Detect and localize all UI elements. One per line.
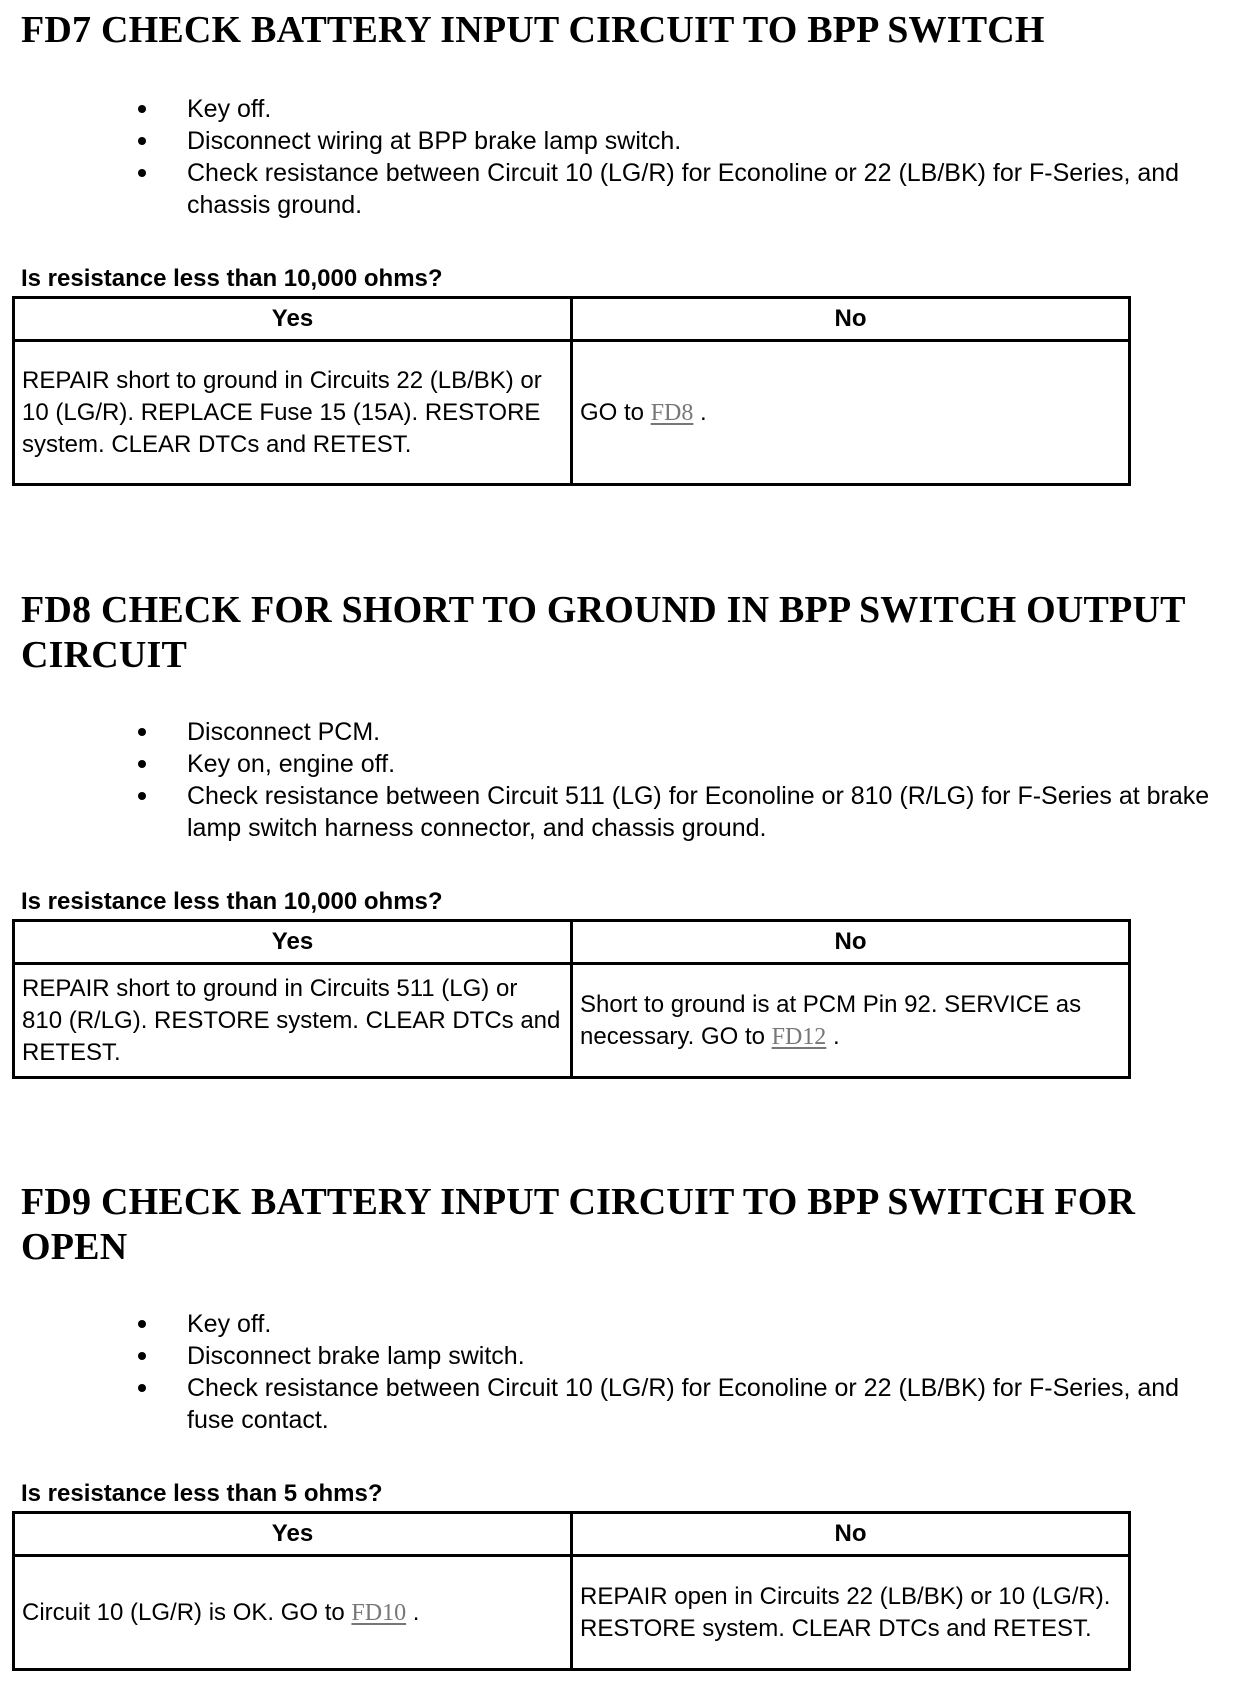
no-header: No	[572, 1513, 1130, 1556]
section-title: FD8 CHECK FOR SHORT TO GROUND IN BPP SWITCH OUTPUT CIRCUIT	[21, 589, 1185, 676]
no-header: No	[572, 921, 1130, 964]
yes-header: Yes	[14, 921, 572, 964]
step-list	[0, 1308, 1248, 1436]
bullet-icon	[138, 1320, 146, 1328]
bullet-icon	[138, 105, 146, 113]
bullet-icon	[138, 728, 146, 736]
question: Is resistance less than 5 ohms?	[21, 1480, 383, 1507]
list-item: Disconnect PCM.	[0, 716, 1248, 748]
link-fd12[interactable]: FD12	[771, 1023, 827, 1050]
list-item: Check resistance between Circuit 10 (LG/R) for Econoline or 22 (LB/BK) for F-Series, and chassis ground.	[0, 157, 1248, 221]
step-list	[0, 716, 1248, 844]
yes-cell: REPAIR short to ground in Circuits 511 (LG) or 810 (R/LG). RESTORE system. CLEAR DTCs and RETEST.	[14, 964, 572, 1078]
bullet-icon	[138, 137, 146, 145]
bullet-icon	[138, 169, 146, 177]
list-item: Check resistance between Circuit 10 (LG/R) for Econoline or 22 (LB/BK) for F-Series, and fuse contact.	[0, 1372, 1248, 1436]
link-fd8[interactable]: FD8	[650, 399, 694, 426]
list-item: Key on, engine off.	[0, 748, 1248, 780]
link-fd10[interactable]: FD10	[351, 1599, 407, 1626]
yes-cell: REPAIR short to ground in Circuits 22 (LB/BK) or 10 (LG/R). REPLACE Fuse 15 (15A). RESTORE system. CLEAR DTCs and RETEST.	[14, 341, 572, 485]
bullet-icon	[138, 760, 146, 768]
result-table	[12, 296, 1131, 486]
result-table	[12, 919, 1131, 1079]
yes-cell: Circuit 10 (LG/R) is OK. GO to FD10 .	[14, 1556, 572, 1670]
list-item: Disconnect brake lamp switch.	[0, 1340, 1248, 1372]
list-item: Key off.	[0, 93, 1248, 125]
bullet-icon	[138, 1384, 146, 1392]
bullet-icon	[138, 792, 146, 800]
no-cell: REPAIR open in Circuits 22 (LB/BK) or 10 (LG/R). RESTORE system. CLEAR DTCs and RETEST.	[572, 1556, 1130, 1670]
no-cell: Short to ground is at PCM Pin 92. SERVICE as necessary. GO to FD12 .	[572, 964, 1130, 1078]
section-title: FD9 CHECK BATTERY INPUT CIRCUIT TO BPP SWITCH FOR OPEN	[21, 1181, 1136, 1268]
list-item: Disconnect wiring at BPP brake lamp switch.	[0, 125, 1248, 157]
question: Is resistance less than 10,000 ohms?	[21, 888, 443, 915]
question: Is resistance less than 10,000 ohms?	[21, 265, 443, 292]
yes-header: Yes	[14, 1513, 572, 1556]
step-list	[0, 93, 1248, 221]
list-item: Key off.	[0, 1308, 1248, 1340]
no-cell: GO to FD8 .	[572, 341, 1130, 485]
result-table	[12, 1511, 1131, 1671]
bullet-icon	[138, 1352, 146, 1360]
section-title: FD7 CHECK BATTERY INPUT CIRCUIT TO BPP SWITCH	[21, 9, 1045, 51]
list-item: Check resistance between Circuit 511 (LG) for Econoline or 810 (R/LG) for F-Series at brake lamp switch harness connector, and chassis ground.	[0, 780, 1248, 844]
yes-header: Yes	[14, 298, 572, 341]
no-header: No	[572, 298, 1130, 341]
